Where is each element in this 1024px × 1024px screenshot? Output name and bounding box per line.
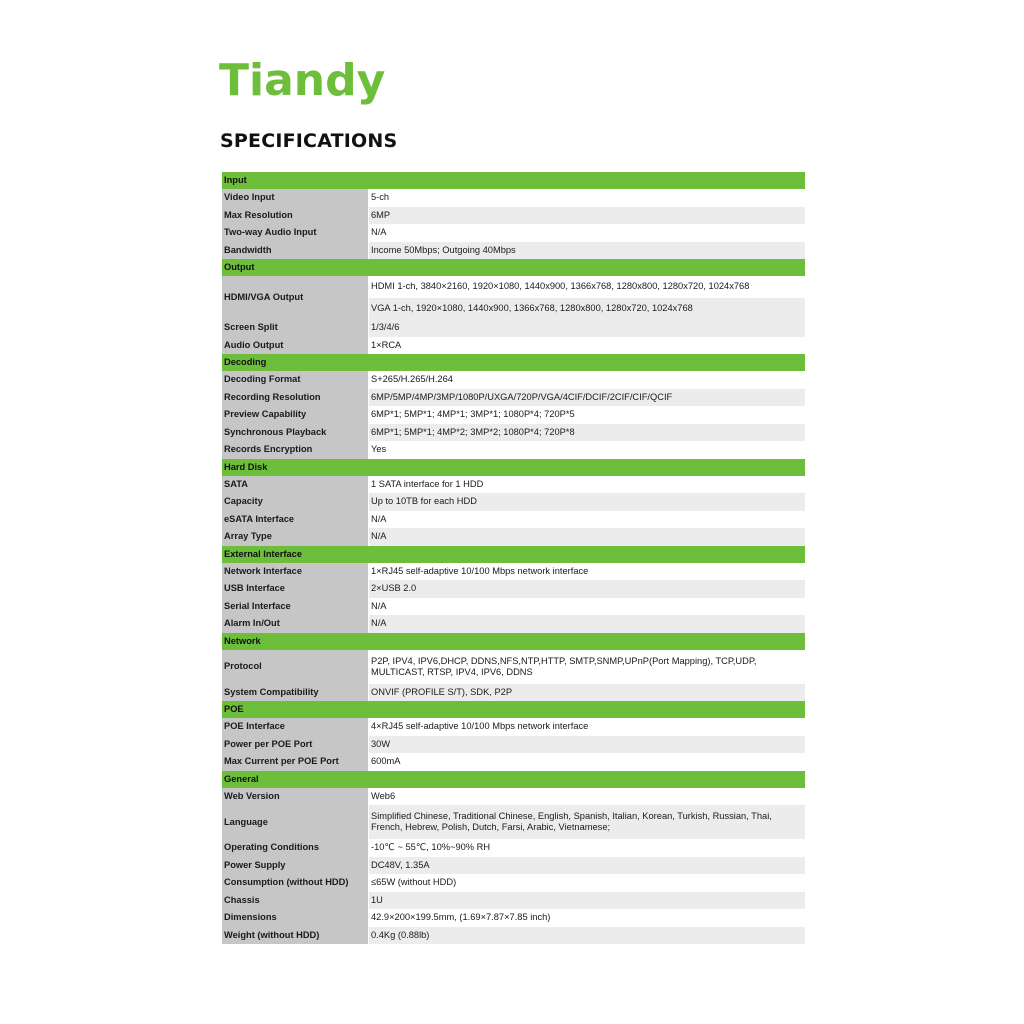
spec-value: Simplified Chinese, Traditional Chinese, English, Spanish, Italian, Korean, Turkish, Russian, Thai, French, Hebrew, Polish, Dutch, Farsi, Arabic, Vietnamese; — [369, 805, 805, 839]
section-header: General — [222, 771, 805, 788]
spec-value: P2P, IPV4, IPV6,DHCP, DDNS,NFS,NTP,HTTP, SMTP,SNMP,UPnP(Port Mapping), TCP,UDP, MULTICAST, RTSP, IPV4, IPV6, DDNS — [369, 650, 805, 684]
spec-value: S+265/H.265/H.264 — [369, 371, 805, 389]
spec-row — [222, 857, 805, 875]
spec-value: N/A — [369, 511, 805, 529]
spec-label: Operating Conditions — [222, 839, 368, 857]
spec-row — [222, 927, 805, 945]
spec-row — [222, 276, 805, 319]
spec-row — [222, 718, 805, 736]
tiandy-logo: Tiandy — [219, 55, 386, 106]
spec-value: Yes — [369, 441, 805, 459]
spec-value: N/A — [369, 615, 805, 633]
spec-value: 6MP*1; 5MP*1; 4MP*2; 3MP*2; 1080P*4; 720P*8 — [369, 424, 805, 442]
spec-value: Up to 10TB for each HDD — [369, 493, 805, 511]
spec-value: 2×USB 2.0 — [369, 580, 805, 598]
section-header: Decoding — [222, 354, 805, 371]
spec-label: Power per POE Port — [222, 736, 368, 754]
spec-row — [222, 892, 805, 910]
spec-row — [222, 406, 805, 424]
spec-label: Records Encryption — [222, 441, 368, 459]
spec-value: 1 SATA interface for 1 HDD — [369, 476, 805, 494]
spec-row — [222, 224, 805, 242]
spec-row — [222, 839, 805, 857]
spec-label: HDMI/VGA Output — [222, 276, 368, 319]
spec-value: N/A — [369, 224, 805, 242]
spec-row — [222, 424, 805, 442]
page-title: SPECIFICATIONS — [220, 130, 398, 152]
spec-label: Synchronous Playback — [222, 424, 368, 442]
spec-row — [222, 753, 805, 771]
spec-label: Chassis — [222, 892, 368, 910]
spec-label: Video Input — [222, 189, 368, 207]
section-header: Network — [222, 633, 805, 650]
spec-row — [222, 476, 805, 494]
spec-label: Max Current per POE Port — [222, 753, 368, 771]
section-header: External Interface — [222, 546, 805, 563]
section-header: Hard Disk — [222, 459, 805, 476]
spec-value: 6MP/5MP/4MP/3MP/1080P/UXGA/720P/VGA/4CIF/DCIF/2CIF/CIF/QCIF — [369, 389, 805, 407]
spec-value: 1U — [369, 892, 805, 910]
spec-row — [222, 615, 805, 633]
spec-row — [222, 371, 805, 389]
spec-value: 1×RCA — [369, 337, 805, 355]
spec-label: Alarm In/Out — [222, 615, 368, 633]
spec-label: Protocol — [222, 650, 368, 684]
spec-value: 30W — [369, 736, 805, 754]
spec-row — [222, 580, 805, 598]
specifications-table — [222, 172, 805, 944]
spec-label: SATA — [222, 476, 368, 494]
spec-label: Language — [222, 805, 368, 839]
spec-label: Dimensions — [222, 909, 368, 927]
spec-row — [222, 189, 805, 207]
spec-row — [222, 511, 805, 529]
spec-value: Web6 — [369, 788, 805, 806]
spec-value: 6MP — [369, 207, 805, 225]
spec-label: POE Interface — [222, 718, 368, 736]
spec-label: Bandwidth — [222, 242, 368, 260]
spec-row — [222, 736, 805, 754]
spec-value: 1/3/4/6 — [369, 319, 805, 337]
spec-label: Two-way Audio Input — [222, 224, 368, 242]
spec-label: Preview Capability — [222, 406, 368, 424]
spec-value: 4×RJ45 self-adaptive 10/100 Mbps network interface — [369, 718, 805, 736]
spec-row — [222, 207, 805, 225]
spec-row — [222, 788, 805, 806]
spec-row — [222, 684, 805, 702]
spec-row — [222, 389, 805, 407]
spec-row — [222, 563, 805, 581]
spec-row — [222, 528, 805, 546]
spec-value: 5-ch — [369, 189, 805, 207]
spec-label: Max Resolution — [222, 207, 368, 225]
spec-row — [222, 805, 805, 839]
spec-label: Network Interface — [222, 563, 368, 581]
spec-row — [222, 650, 805, 684]
spec-label: Consumption (without HDD) — [222, 874, 368, 892]
spec-row — [222, 909, 805, 927]
spec-value: HDMI 1-ch, 3840×2160, 1920×1080, 1440x900, 1366x768, 1280x800, 1280x720, 1024x768 — [369, 276, 805, 298]
spec-value: -10℃ ~ 55℃, 10%~90% RH — [369, 839, 805, 857]
spec-label: Screen Split — [222, 319, 368, 337]
spec-label: Power Supply — [222, 857, 368, 875]
spec-value: 0.4Kg (0.88lb) — [369, 927, 805, 945]
spec-value: VGA 1-ch, 1920×1080, 1440x900, 1366x768, 1280x800, 1280x720, 1024x768 — [369, 298, 805, 320]
spec-row — [222, 441, 805, 459]
spec-value: 1×RJ45 self-adaptive 10/100 Mbps network interface — [369, 563, 805, 581]
spec-label: eSATA Interface — [222, 511, 368, 529]
section-header: Output — [222, 259, 805, 276]
spec-row — [222, 598, 805, 616]
spec-value: 600mA — [369, 753, 805, 771]
spec-value: Income 50Mbps; Outgoing 40Mbps — [369, 242, 805, 260]
spec-label: Array Type — [222, 528, 368, 546]
section-header: Input — [222, 172, 805, 189]
spec-label: Audio Output — [222, 337, 368, 355]
section-header: POE — [222, 701, 805, 718]
spec-row — [222, 319, 805, 337]
spec-label: Web Version — [222, 788, 368, 806]
spec-label: Recording Resolution — [222, 389, 368, 407]
spec-label: Capacity — [222, 493, 368, 511]
spec-value: ≤65W (without HDD) — [369, 874, 805, 892]
spec-row — [222, 242, 805, 260]
spec-value: DC48V, 1.35A — [369, 857, 805, 875]
spec-value: ONVIF (PROFILE S/T), SDK, P2P — [369, 684, 805, 702]
spec-value: 42.9×200×199.5mm, (1.69×7.87×7.85 inch) — [369, 909, 805, 927]
spec-value: 6MP*1; 5MP*1; 4MP*1; 3MP*1; 1080P*4; 720P*5 — [369, 406, 805, 424]
spec-label: System Compatibility — [222, 684, 368, 702]
spec-value: N/A — [369, 528, 805, 546]
spec-row — [222, 493, 805, 511]
spec-label: Serial Interface — [222, 598, 368, 616]
spec-label: USB Interface — [222, 580, 368, 598]
spec-label: Decoding Format — [222, 371, 368, 389]
spec-row — [222, 874, 805, 892]
spec-value: N/A — [369, 598, 805, 616]
spec-label: Weight (without HDD) — [222, 927, 368, 945]
spec-row — [222, 337, 805, 355]
